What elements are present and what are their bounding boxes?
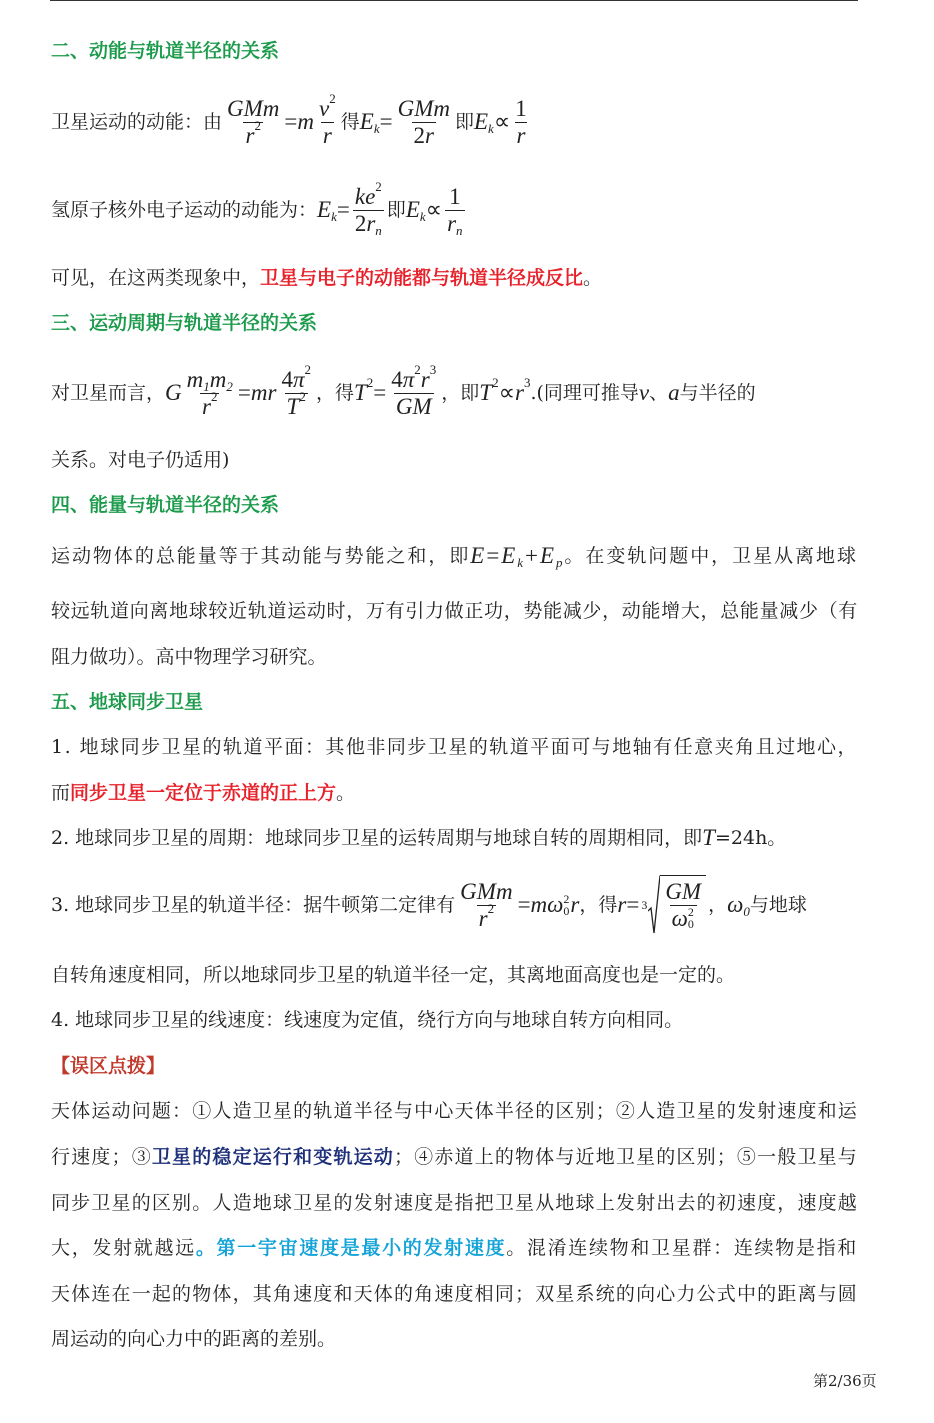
- text: ，得: [315, 382, 354, 404]
- denominator: [321, 122, 334, 149]
- math-text: ∝: [425, 197, 443, 222]
- math-symbol: E: [405, 197, 420, 222]
- math-symbol: r: [202, 393, 211, 419]
- fraction: [389, 361, 438, 420]
- math-symbol: GMm: [460, 878, 513, 904]
- subscript: k: [331, 209, 337, 224]
- math-symbol: r: [245, 122, 255, 148]
- math-text: 1: [449, 183, 461, 209]
- superscript: 2: [210, 388, 218, 404]
- superscript: 2: [375, 178, 382, 194]
- fraction: [185, 367, 235, 420]
- subscript: 2: [226, 378, 233, 394]
- section-heading: [51, 309, 317, 337]
- denominator: [412, 122, 436, 149]
- text: 得: [340, 111, 360, 133]
- math-text: =: [373, 380, 387, 405]
- math-symbol: ω: [727, 892, 744, 917]
- numerator: [663, 879, 703, 905]
- math-symbol: r: [570, 892, 580, 917]
- numerator: [317, 90, 338, 122]
- math-text: =: [517, 892, 531, 917]
- math-text: ∝: [493, 109, 511, 134]
- superscript: 2: [492, 375, 499, 390]
- radical-sign-icon: [648, 875, 660, 935]
- math-symbol: r: [425, 122, 434, 148]
- paragraph-line: [51, 1006, 683, 1034]
- text: 。混淆连续物和卫星群：连续物是指和: [506, 1237, 858, 1259]
- emphasis-blue: 卫星的稳定运行和变轨运动: [151, 1146, 394, 1168]
- subscript: n: [456, 222, 463, 238]
- math-symbol: T: [286, 393, 300, 419]
- text: 自转角速度相同，所以地球同步卫星的轨道半径一定，其离地面高度也是一定的。: [51, 964, 736, 986]
- numerator: [447, 184, 463, 210]
- superscript: 3: [523, 375, 531, 390]
- paragraph-line: [51, 1189, 858, 1217]
- math-symbol: E: [317, 197, 332, 222]
- text: 对卫星而言，: [51, 382, 166, 404]
- text: 同步卫星的区别。人造地球卫星的发射速度是指把卫星从地球上发射出去的初速度，速度越: [51, 1192, 858, 1214]
- fraction: [317, 90, 338, 149]
- text: =24h。: [714, 827, 787, 849]
- math-symbol: ω: [671, 906, 688, 931]
- math-symbol: m: [297, 109, 315, 134]
- text: 天体连在一起的物体，其角速度和天体的角速度相同；双星系统的向心力公式中的距离与圆: [51, 1283, 858, 1305]
- superscript: 2: [366, 375, 374, 390]
- superscript: 2: [563, 892, 570, 906]
- math-text: =: [336, 197, 350, 222]
- radicand: [660, 875, 706, 935]
- fraction: [279, 361, 313, 420]
- math-symbol: E: [473, 109, 489, 134]
- math-symbol: T: [479, 380, 493, 405]
- section-heading: [51, 1052, 165, 1080]
- text: 与地球: [749, 894, 807, 916]
- fraction: [445, 184, 464, 237]
- paragraph-line: [51, 90, 532, 148]
- math-symbol: r: [617, 892, 627, 917]
- denominator: [394, 393, 434, 420]
- text: 氢原子核外电子运动的动能为：: [51, 199, 318, 221]
- numerator: [389, 361, 438, 393]
- paragraph-line: [51, 1097, 858, 1125]
- subscript: 1: [203, 378, 210, 394]
- superscript-subscript: [688, 906, 694, 930]
- section-heading: [51, 688, 203, 716]
- text: 4. 地球同步卫星的线速度：线速度为定值，绕行方向与地球自转方向相同。: [51, 1009, 684, 1031]
- paragraph-line: [51, 446, 229, 474]
- math-symbol: GM: [665, 879, 702, 904]
- math-symbol: r: [447, 210, 457, 236]
- math-symbol: E: [539, 543, 556, 568]
- math-symbol: mω: [530, 892, 564, 917]
- math-text: =: [379, 109, 393, 134]
- numerator: [225, 96, 281, 122]
- superscript: 2: [304, 361, 311, 377]
- paragraph-line: [51, 178, 468, 238]
- paragraph-line: [51, 1143, 858, 1171]
- math-text: =: [486, 543, 502, 568]
- math-symbol: GMm: [397, 95, 450, 121]
- section-heading: [51, 37, 279, 65]
- emphasis-red: 同步卫星一定位于赤道的正上方: [70, 782, 337, 804]
- text: 四、能量与轨道半径的关系: [51, 494, 280, 516]
- math-text: 2: [354, 210, 367, 236]
- text: 关系。对电子仍适用): [51, 449, 230, 471]
- text: 较远轨道向离地球较近轨道运动时，万有引力做正功，势能减少，动能增大，总能量减少（有: [51, 600, 858, 622]
- text: 。在变轨问题中，卫星从离地球: [564, 545, 858, 567]
- math-symbol: G: [165, 380, 182, 405]
- math-text: =: [284, 109, 298, 134]
- text: 可见，在这两类现象中，: [51, 267, 261, 289]
- fraction: [396, 96, 452, 149]
- paragraph-line: [51, 1234, 858, 1262]
- paragraph-line: [51, 733, 858, 761]
- text: 二、动能与轨道半径的关系: [51, 40, 280, 62]
- section-heading: [51, 491, 279, 519]
- denominator: [285, 388, 308, 420]
- math-text: 4: [281, 366, 293, 392]
- math-symbol: T: [353, 380, 367, 405]
- superscript-subscript: [563, 893, 569, 917]
- text: .(同理可推导: [530, 382, 639, 404]
- superscript: 2: [687, 905, 694, 919]
- subscript: 0: [743, 904, 750, 919]
- superscript: 2: [254, 117, 261, 133]
- text: 五、地球同步卫星: [51, 691, 204, 713]
- numerator: [185, 367, 235, 393]
- denominator: [445, 210, 464, 237]
- text: ；④赤道上的物体与近地卫星的区别；⑤一般卫星与: [393, 1146, 858, 1168]
- numerator: [458, 879, 514, 905]
- math-text: =: [626, 892, 640, 917]
- subscript: 0: [687, 917, 694, 931]
- text: 3. 地球同步卫星的轨道半径：据牛顿第二定律有: [51, 894, 456, 916]
- text: ，得: [579, 894, 618, 916]
- math-symbol: r: [322, 122, 332, 148]
- math-symbol: GM: [395, 393, 432, 419]
- text: 而: [51, 782, 71, 804]
- numerator: [513, 96, 529, 122]
- math-symbol: r: [366, 210, 376, 236]
- cube-root: [641, 875, 706, 935]
- header-rule: [50, 0, 858, 1]
- text: 、: [649, 382, 669, 404]
- superscript: 2: [414, 361, 421, 377]
- subscript: 0: [563, 904, 570, 918]
- fraction: [225, 96, 281, 149]
- paragraph-line: [51, 779, 355, 807]
- math-symbol: E: [501, 543, 518, 568]
- superscript: 2: [299, 388, 306, 404]
- math-symbol: v: [638, 380, 650, 405]
- math-symbol: r: [478, 905, 488, 931]
- numerator: [353, 178, 384, 210]
- math-text: +: [525, 543, 540, 568]
- denominator: [353, 210, 384, 237]
- math-symbol: m: [186, 366, 204, 392]
- math-symbol: T: [702, 825, 715, 850]
- text: 1. 地球同步卫星的轨道平面：其他非同步卫星的轨道平面可与地轴有任意夹角且过地心，: [51, 736, 858, 758]
- subscript: p: [555, 555, 565, 570]
- text: 行速度；③: [51, 1146, 152, 1168]
- text: 即: [454, 111, 474, 133]
- subscript: k: [373, 121, 380, 136]
- math-symbol: E: [359, 109, 374, 134]
- math-symbol: v: [319, 95, 330, 121]
- text: ，: [708, 894, 728, 916]
- root-index: 3: [641, 898, 648, 912]
- superscript: 2: [329, 90, 336, 106]
- text: 2. 地球同步卫星的周期：地球同步卫星的运转周期与地球自转的周期相同，即: [51, 827, 703, 849]
- paragraph-line: [51, 1325, 336, 1353]
- text: 运动物体的总能量等于其动能与势能之和，即: [51, 545, 471, 567]
- text: 阻力做功）。高中物理学习研究。: [51, 646, 327, 668]
- math-symbol: r: [516, 122, 526, 148]
- paragraph-line: [51, 824, 786, 852]
- numerator: [279, 361, 313, 393]
- page-number: 第2/36页: [813, 1372, 877, 1390]
- math-text: 1: [515, 95, 527, 121]
- math-symbol: ke: [354, 183, 376, 209]
- fraction: [458, 879, 514, 932]
- numerator: [396, 96, 452, 122]
- superscript: 3: [429, 361, 437, 377]
- denominator: [477, 900, 496, 932]
- text: 周运动的向心力中的距离的差别。: [51, 1328, 337, 1350]
- math-symbol: r: [515, 380, 524, 405]
- math-symbol: r: [420, 366, 430, 392]
- math-text: 4: [391, 366, 403, 392]
- math-symbol: mr: [250, 380, 277, 405]
- text: 。: [336, 782, 356, 804]
- emphasis-red: 卫星与电子的动能都与轨道半径成反比: [260, 267, 584, 289]
- math-text: 2: [413, 122, 426, 148]
- text: 卫星运动的动能：由: [51, 111, 223, 133]
- paragraph-line: [51, 643, 327, 671]
- text: 天体运动问题：①人造卫星的轨道半径与中心天体半径的区别；②人造卫星的发射速度和运: [51, 1100, 858, 1122]
- math-symbol: π: [402, 366, 415, 392]
- denominator: [515, 122, 528, 149]
- paragraph-line: [51, 597, 858, 625]
- paragraph-line: [51, 878, 807, 931]
- paragraph-line: [51, 264, 602, 292]
- text: 【误区点拨】: [51, 1055, 166, 1077]
- fraction: [513, 96, 529, 149]
- math-text: ∝: [498, 380, 515, 405]
- subscript: k: [517, 555, 525, 570]
- paragraph-line: [51, 1280, 858, 1308]
- superscript: 2: [487, 900, 495, 916]
- subscript: k: [419, 209, 426, 224]
- fraction: [663, 879, 703, 932]
- math-text: =: [237, 380, 251, 405]
- emphasis-cyan: 。第一宇宙速度是最小的发射速度: [195, 1237, 507, 1259]
- text: 大，发射就越远: [51, 1237, 196, 1259]
- text: ，即: [441, 382, 480, 404]
- math-symbol: a: [668, 380, 680, 405]
- math-symbol: E: [470, 543, 487, 568]
- math-symbol: m: [209, 366, 227, 392]
- text: 与半径的: [679, 382, 756, 404]
- text: 。: [583, 267, 603, 289]
- fraction: [353, 178, 384, 238]
- subscript: n: [375, 222, 382, 238]
- math-symbol: GMm: [227, 95, 280, 121]
- paragraph-line: [51, 961, 735, 989]
- paragraph-line: [51, 361, 756, 419]
- text: 三、运动周期与轨道半径的关系: [51, 312, 318, 334]
- paragraph-line: [51, 542, 858, 570]
- subscript: k: [488, 121, 494, 136]
- text: 即: [386, 199, 406, 221]
- denominator: [243, 117, 262, 149]
- denominator: [670, 905, 697, 932]
- math-symbol: π: [292, 366, 305, 392]
